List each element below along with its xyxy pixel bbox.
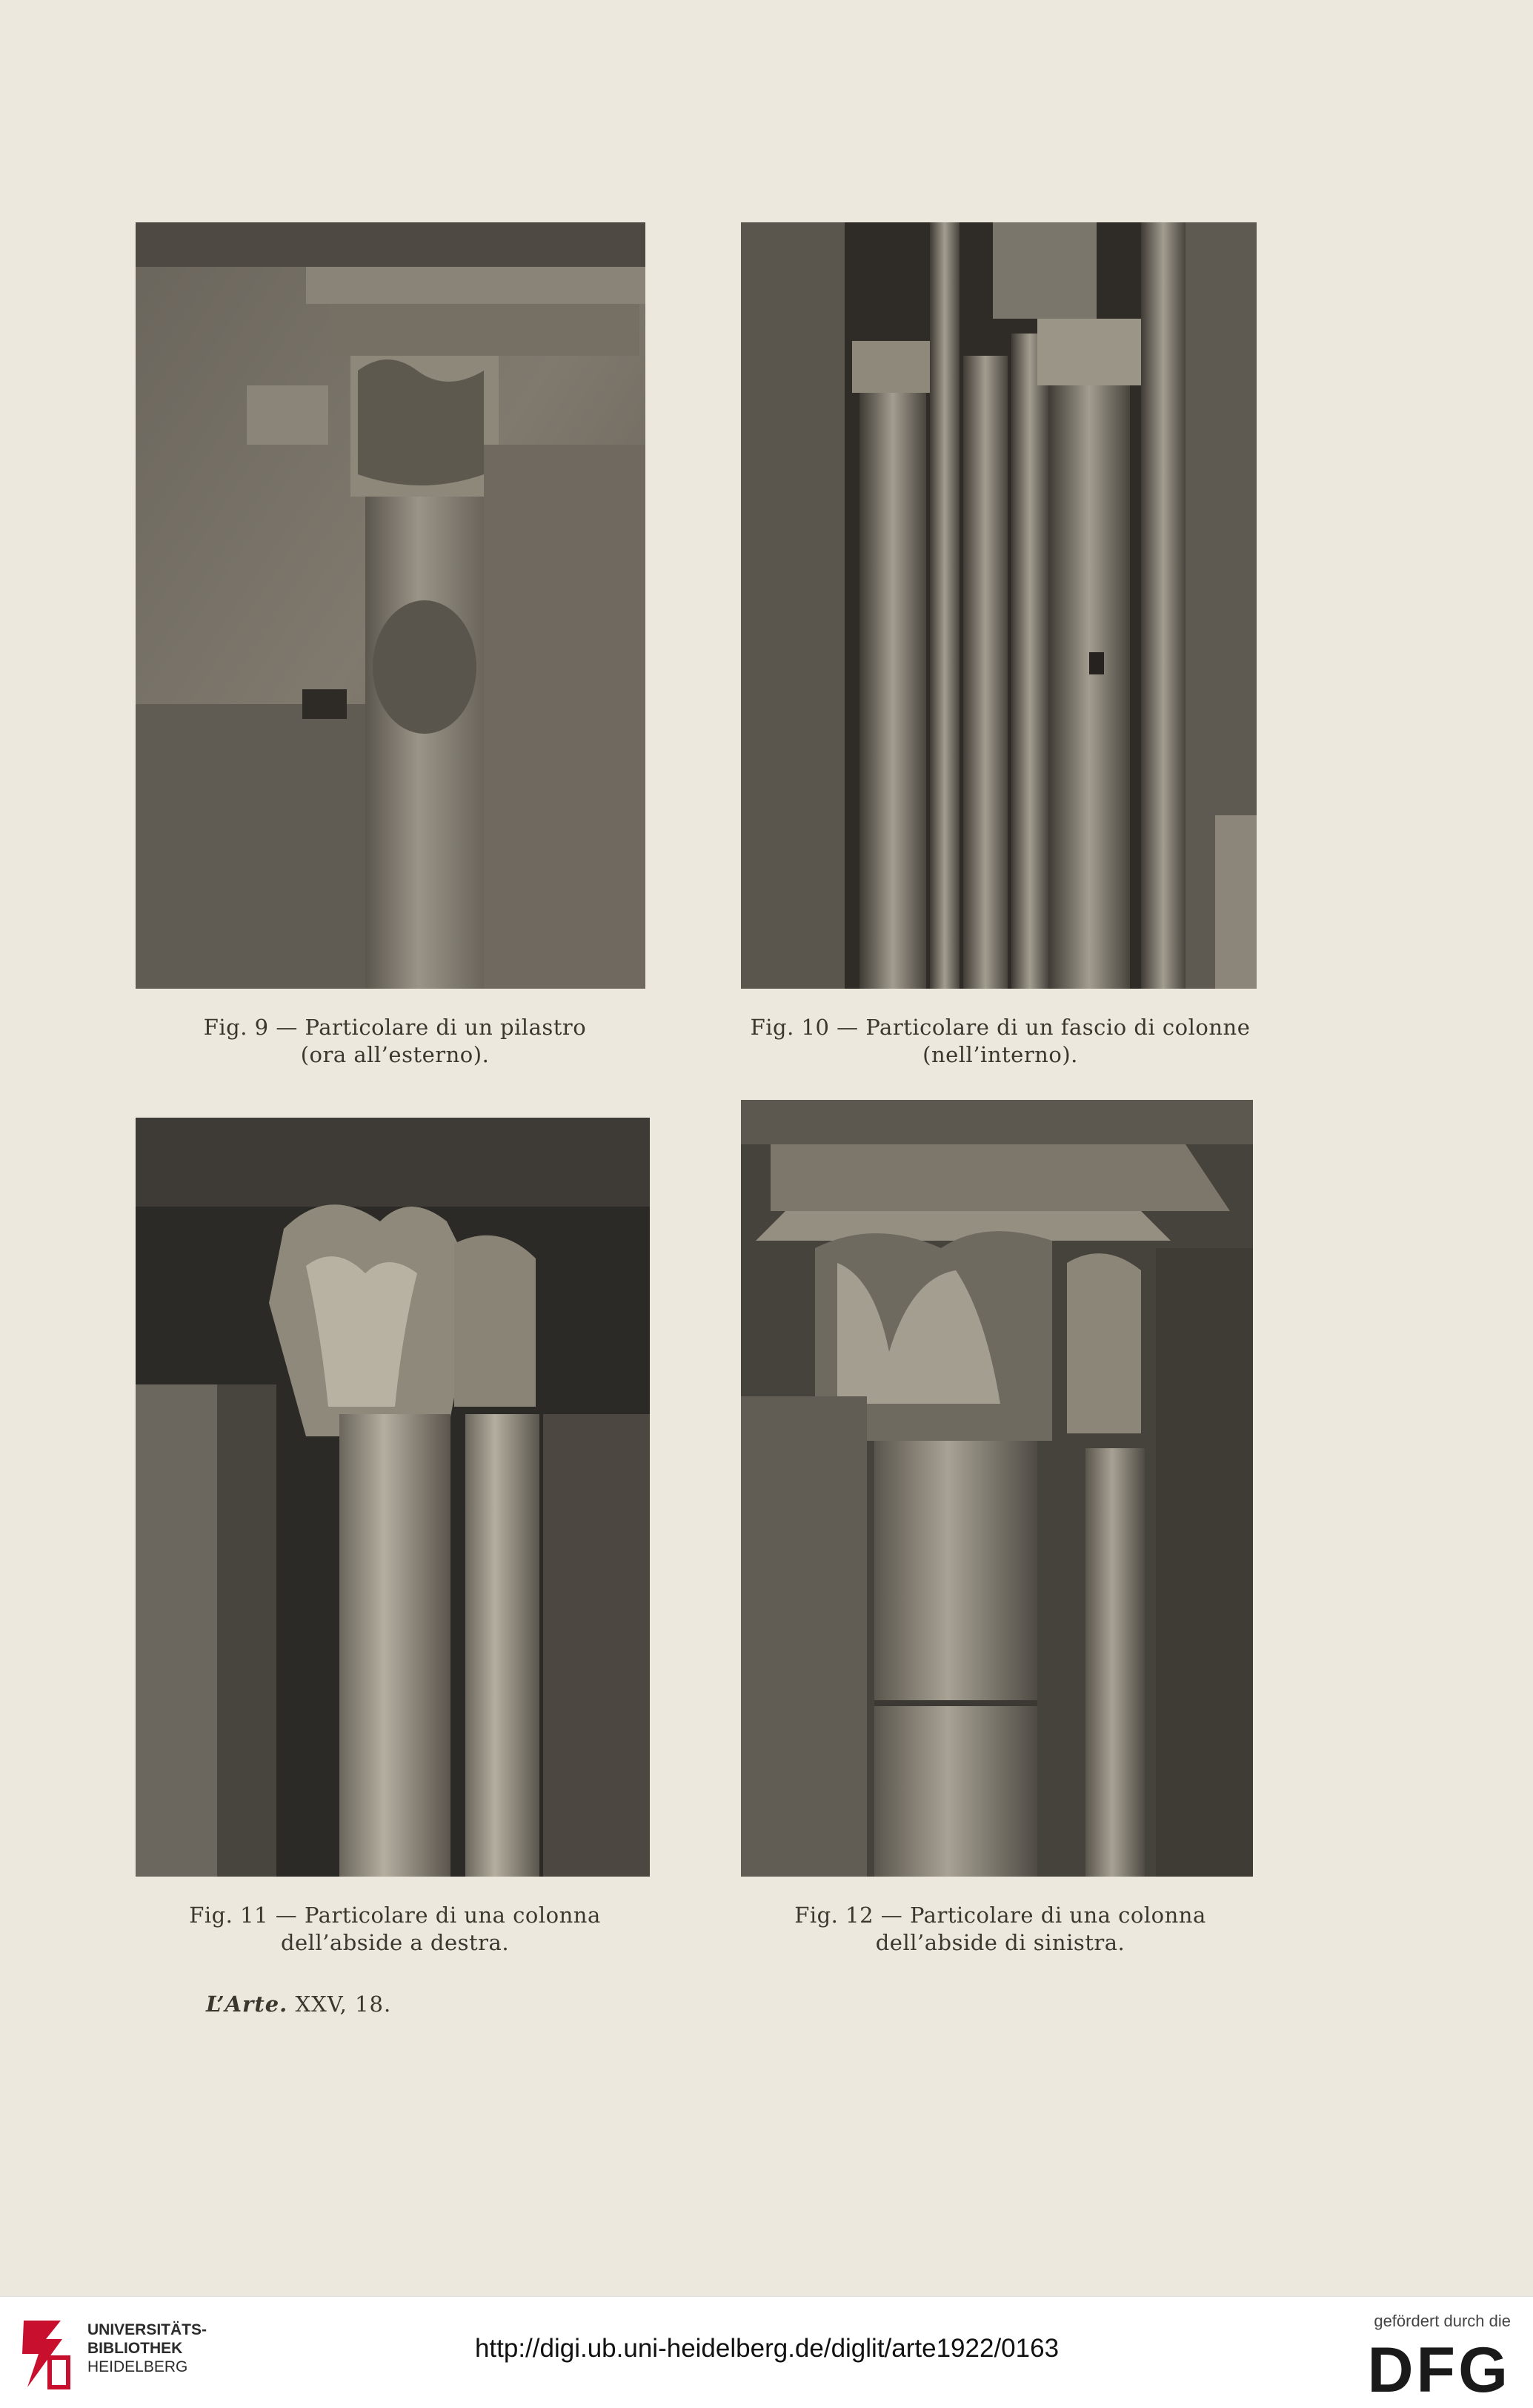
photo-fig9-pilaster <box>136 222 645 989</box>
caption-fig11-line2: dell’abside a destra. <box>280 1930 510 1955</box>
photo-fig11-right-apse-column <box>136 1118 650 1877</box>
permalink-url[interactable]: http://digi.ub.uni-heidelberg.de/diglit/arte1922/0163 <box>474 2334 1060 2363</box>
caption-fig9-line1: Fig. 9 — Particolare di un pilastro <box>203 1015 587 1040</box>
library-name-line2: BIBLIOTHEK <box>87 2340 183 2357</box>
caption-fig10-line2: (nell’interno). <box>922 1042 1078 1067</box>
signature-journal: L’Arte. <box>206 1991 288 2017</box>
caption-fig12 <box>741 1902 1260 1957</box>
library-name-line1: UNIVERSITÄTS- <box>87 2321 207 2338</box>
caption-fig10-line1: Fig. 10 — Particolare di un fascio di colonne <box>750 1015 1251 1040</box>
footer-bar <box>0 2296 1533 2408</box>
library-name-line3: HEIDELBERG <box>87 2358 188 2375</box>
caption-fig12-line1: Fig. 12 — Particolare di una colonna <box>794 1903 1206 1928</box>
library-name[interactable] <box>87 2321 207 2376</box>
caption-fig9 <box>136 1014 654 1069</box>
library-logo-icon[interactable] <box>16 2313 76 2395</box>
dfg-logo[interactable]: DFG <box>1367 2335 1511 2406</box>
signature-volume: XXV, 18. <box>295 1991 392 2017</box>
funded-by-label: gefördert durch die <box>1374 2312 1511 2330</box>
caption-fig11 <box>136 1902 654 1957</box>
caption-fig9-line2: (ora all’esterno). <box>300 1042 490 1067</box>
caption-fig10 <box>741 1014 1260 1069</box>
page-signature <box>206 1991 391 2017</box>
photo-fig10-columns <box>741 222 1257 989</box>
photo-fig12-left-apse-column <box>741 1100 1253 1877</box>
caption-fig11-line1: Fig. 11 — Particolare di una colonna <box>189 1903 601 1928</box>
caption-fig12-line2: dell’abside di sinistra. <box>875 1930 1125 1955</box>
